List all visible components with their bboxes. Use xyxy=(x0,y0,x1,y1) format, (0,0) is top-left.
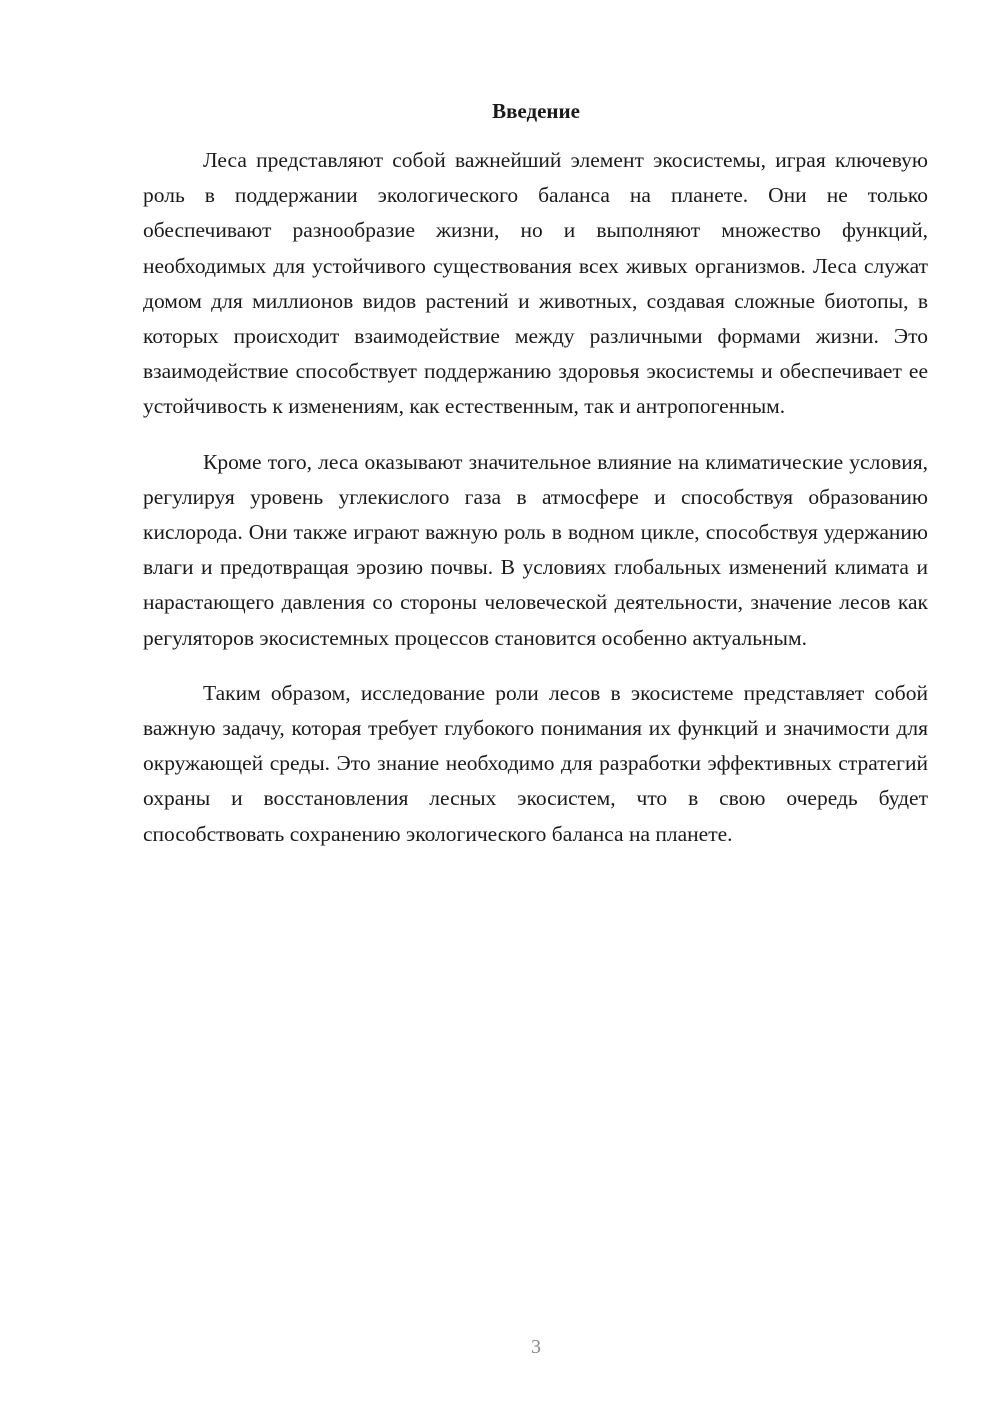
paragraph-1: Леса представляют собой важнейший элемент экосистемы, играя ключевую роль в поддержании экологического баланса на планете. Они не только обеспечивают разнообразие жизни, но и выполняют множество функций, необходимых для устойчивого существования всех живых организмов. Леса служат домом для миллионов видов растений и животных, создавая сложные биотопы, в которых происходит взаимодействие между различными формами жизни. Это взаимодействие способствует поддержанию здоровья экосистемы и обеспечивает ее устойчивость к изменениям, как естественным, так и антропогенным. xyxy=(143,148,928,419)
page-number: 3 xyxy=(531,1336,541,1358)
page-title: Введение xyxy=(492,99,580,123)
paragraph-3: Таким образом, исследование роли лесов в экосистеме представляет собой важную задачу, которая требует глубокого понимания их функций и значимости для окружающей среды. Это знание необходимо для разработки эффективных стратегий охраны и восстановления лесных экосистем, что в свою очередь будет способствовать сохранению экологического баланса на планете. xyxy=(143,680,928,846)
paragraph-2: Кроме того, леса оказывают значительное влияние на климатические условия, регулируя уровень углекислого газа в атмосфере и способствуя образованию кислорода. Они также играют важную роль в водном цикле, способствуя удержанию влаги и предотвращая эрозию почвы. В условиях глобальных изменений климата и нарастающего давления со стороны человеческой деятельности, значение лесов как регуляторов экосистемных процессов становится особенно актуальным. xyxy=(143,449,928,650)
document-body xyxy=(143,143,928,852)
